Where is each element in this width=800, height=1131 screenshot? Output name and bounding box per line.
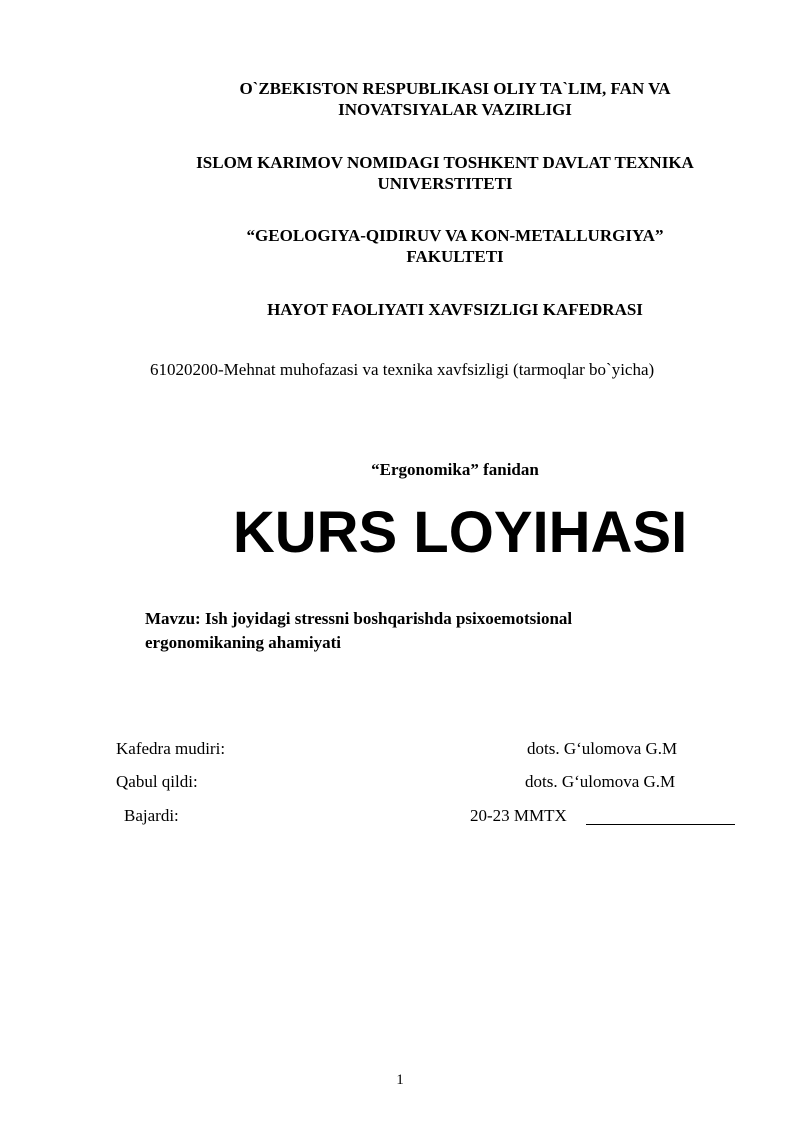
specialty-line: 61020200-Mehnat muhofazasi va texnika xavfsizligi (tarmoqlar bo`yicha) [150,360,655,379]
university-line-1: ISLOM KARIMOV NOMIDAGI TOSHKENT DAVLAT TEXNIKA [196,153,694,172]
faculty-line-1: “GEOLOGIYA-QIDIRUV VA KON-METALLURGIYA” [246,226,664,245]
ministry-line-1: O`ZBEKISTON RESPUBLIKASI OLIY TA`LIM, FAN VA [239,79,671,98]
head-of-department-name: dots. G‘ulomova G.M [527,739,678,758]
head-of-department-label: Kafedra mudiri: [116,739,226,758]
faculty-heading [160,225,750,267]
accepted-by-name: dots. G‘ulomova G.M [525,772,676,791]
department-heading [160,299,750,320]
page-number: 1 [396,1072,404,1088]
document-type-title: KURS LOYIHASI [232,500,688,565]
topic-block [145,607,705,655]
accepted-by-label: Qabul qildi: [116,772,198,791]
university-heading [150,152,740,194]
topic-line-2: ergonomikaning ahamiyati [145,633,341,652]
faculty-line-2: FAKULTETI [406,247,504,266]
subject-line: “Ergonomika” fanidan [371,460,539,479]
completed-by-label: Bajardi: [124,806,179,825]
topic-line-1: Mavzu: Ish joyidagi stressni boshqarishda psixoemotsional [145,609,573,628]
ministry-line-2: INOVATSIYALAR VAZIRLIGI [338,100,572,119]
university-line-2: UNIVERSTITETI [377,174,513,193]
ministry-heading [160,78,750,120]
signature-underline [586,824,735,825]
department-name: HAYOT FAOLIYATI XAVFSIZLIGI KAFEDRASI [267,300,643,319]
completed-by-group: 20-23 MMTX [470,806,567,825]
